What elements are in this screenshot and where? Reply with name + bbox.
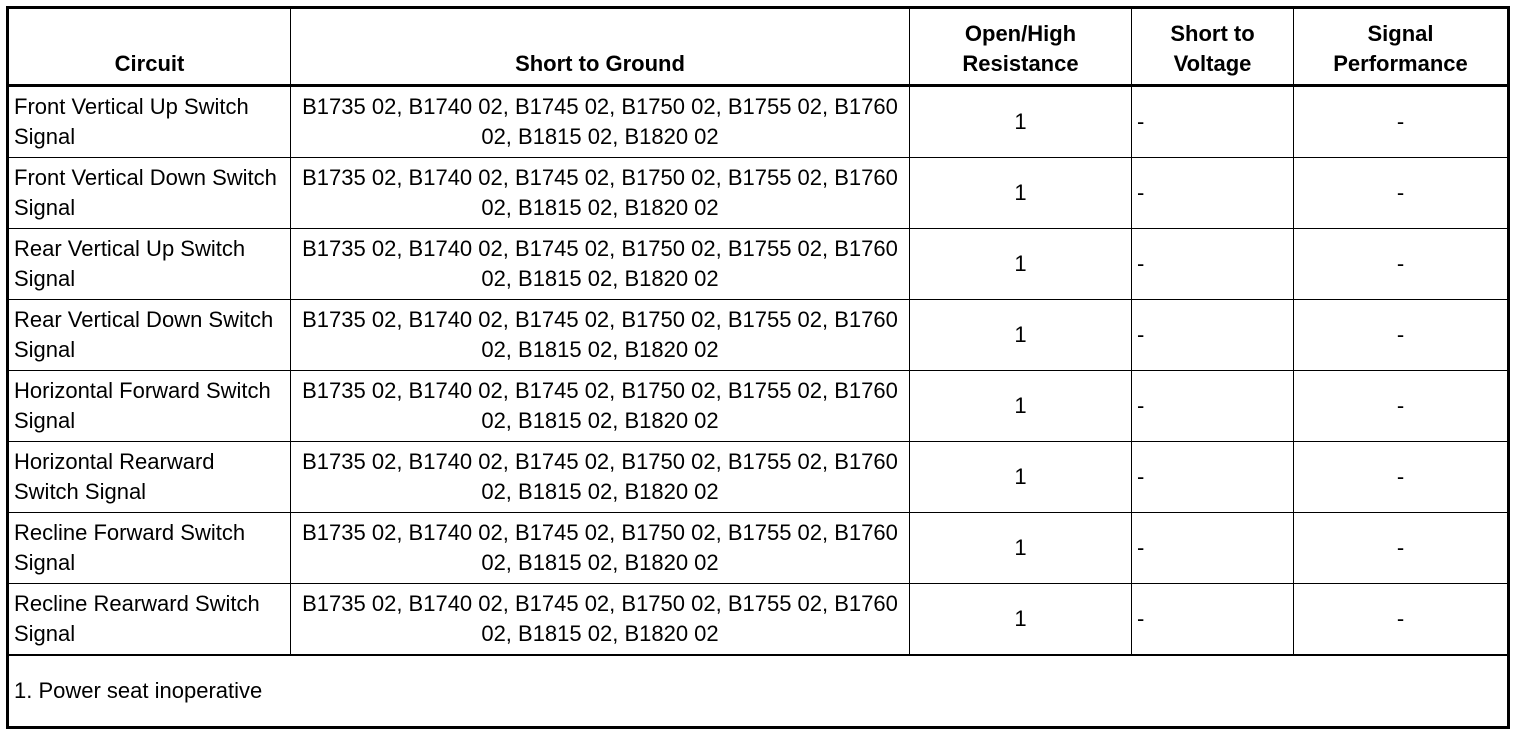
open-high-resistance-cell: 1 [910, 442, 1132, 513]
short-to-ground-cell: B1735 02, B1740 02, B1745 02, B1750 02, B1755 02, B1760 02, B1815 02, B1820 02 [291, 584, 910, 656]
table-row [8, 300, 1509, 371]
short-to-ground-cell: B1735 02, B1740 02, B1745 02, B1750 02, B1755 02, B1760 02, B1815 02, B1820 02 [291, 371, 910, 442]
table-row [8, 158, 1509, 229]
short-to-ground-cell: B1735 02, B1740 02, B1745 02, B1750 02, B1755 02, B1760 02, B1815 02, B1820 02 [291, 300, 910, 371]
signal-performance-cell: - [1294, 86, 1509, 158]
header-short-to-ground: Short to Ground [291, 8, 910, 86]
open-high-resistance-cell: 1 [910, 584, 1132, 656]
header-circuit: Circuit [8, 8, 291, 86]
short-to-voltage-cell: - [1132, 513, 1294, 584]
circuit-cell: Front Vertical Down Switch Signal [8, 158, 291, 229]
circuit-cell: Horizontal Rearward Switch Signal [8, 442, 291, 513]
header-signal-performance: Signal Performance [1294, 8, 1509, 86]
table-row [8, 442, 1509, 513]
header-open-high-resistance: Open/High Resistance [910, 8, 1132, 86]
open-high-resistance-cell: 1 [910, 229, 1132, 300]
circuit-diagnostic-table [6, 6, 1510, 729]
open-high-resistance-cell: 1 [910, 300, 1132, 371]
short-to-ground-cell: B1735 02, B1740 02, B1745 02, B1750 02, B1755 02, B1760 02, B1815 02, B1820 02 [291, 229, 910, 300]
open-high-resistance-cell: 1 [910, 513, 1132, 584]
signal-performance-cell: - [1294, 300, 1509, 371]
circuit-cell: Recline Forward Switch Signal [8, 513, 291, 584]
open-high-resistance-cell: 1 [910, 371, 1132, 442]
open-high-resistance-cell: 1 [910, 86, 1132, 158]
table-row [8, 513, 1509, 584]
short-to-voltage-cell: - [1132, 442, 1294, 513]
footnote: 1. Power seat inoperative [8, 655, 1509, 728]
short-to-voltage-cell: - [1132, 86, 1294, 158]
header-short-to-voltage: Short to Voltage [1132, 8, 1294, 86]
signal-performance-cell: - [1294, 229, 1509, 300]
short-to-voltage-cell: - [1132, 229, 1294, 300]
short-to-ground-cell: B1735 02, B1740 02, B1745 02, B1750 02, B1755 02, B1760 02, B1815 02, B1820 02 [291, 158, 910, 229]
open-high-resistance-cell: 1 [910, 158, 1132, 229]
circuit-cell: Front Vertical Up Switch Signal [8, 86, 291, 158]
footnote-row [8, 655, 1509, 728]
table-body [8, 86, 1509, 728]
circuit-cell: Rear Vertical Up Switch Signal [8, 229, 291, 300]
table-row [8, 86, 1509, 158]
signal-performance-cell: - [1294, 584, 1509, 656]
short-to-voltage-cell: - [1132, 584, 1294, 656]
short-to-voltage-cell: - [1132, 158, 1294, 229]
signal-performance-cell: - [1294, 442, 1509, 513]
table-row [8, 371, 1509, 442]
table-row [8, 229, 1509, 300]
signal-performance-cell: - [1294, 371, 1509, 442]
short-to-ground-cell: B1735 02, B1740 02, B1745 02, B1750 02, B1755 02, B1760 02, B1815 02, B1820 02 [291, 513, 910, 584]
header-row [8, 8, 1509, 86]
table-row [8, 584, 1509, 656]
circuit-cell: Rear Vertical Down Switch Signal [8, 300, 291, 371]
circuit-cell: Horizontal Forward Switch Signal [8, 371, 291, 442]
short-to-voltage-cell: - [1132, 371, 1294, 442]
table-header [8, 8, 1509, 86]
signal-performance-cell: - [1294, 158, 1509, 229]
short-to-ground-cell: B1735 02, B1740 02, B1745 02, B1750 02, B1755 02, B1760 02, B1815 02, B1820 02 [291, 86, 910, 158]
circuit-cell: Recline Rearward Switch Signal [8, 584, 291, 656]
short-to-ground-cell: B1735 02, B1740 02, B1745 02, B1750 02, B1755 02, B1760 02, B1815 02, B1820 02 [291, 442, 910, 513]
short-to-voltage-cell: - [1132, 300, 1294, 371]
signal-performance-cell: - [1294, 513, 1509, 584]
